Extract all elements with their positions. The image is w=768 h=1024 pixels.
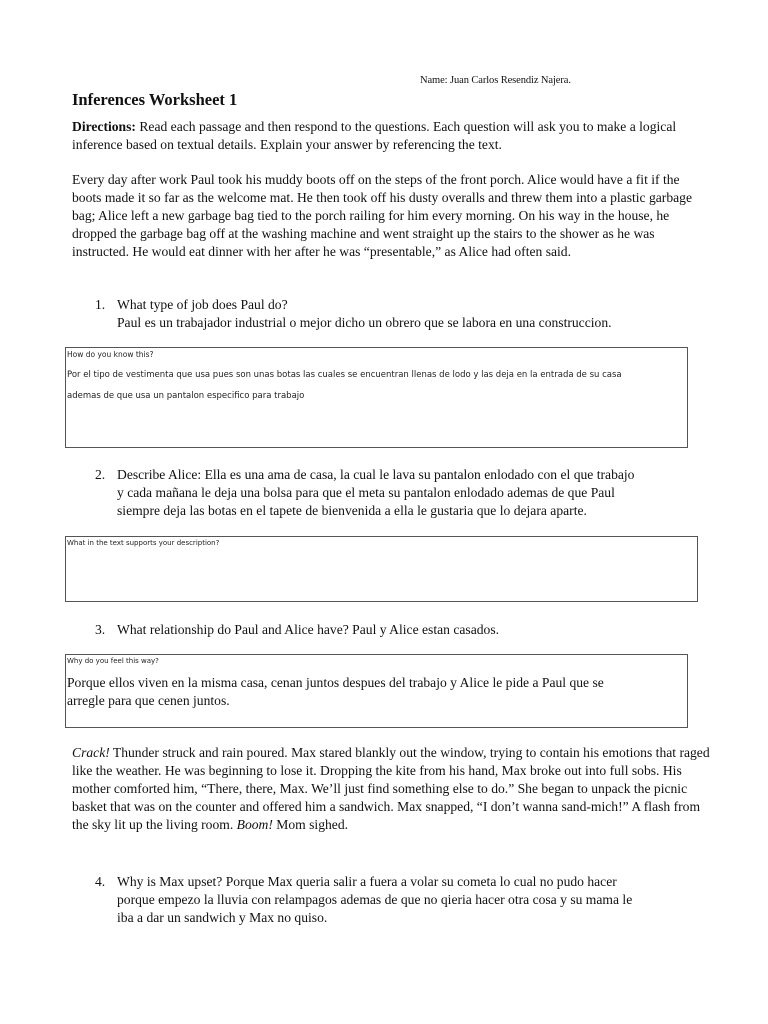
q3-answer-box[interactable] (65, 654, 688, 728)
worksheet-title: Inferences Worksheet 1 (72, 90, 238, 109)
q2-line-2: y cada mañana le deja una bolsa para que el meta su pantalon enlodado ademas de que Paul (117, 485, 615, 500)
student-name: Name: Juan Carlos Resendiz Najera. (420, 75, 571, 86)
q3-box-label: Why do you feel this way? (67, 657, 159, 665)
q3-box-line-2: arregle para que cenen juntos. (67, 693, 230, 708)
q3-box-line-1: Porque ellos viven en la misma casa, cenan juntos despues del trabajo y Alice le pide a Paul que se (67, 675, 604, 690)
q1-answer-box[interactable] (65, 347, 688, 448)
q2-line-3: siempre deja las botas en el tapete de bienvenida a ella le gustaria que lo dejara aparte. (117, 503, 587, 518)
passage-2 (72, 744, 712, 834)
passage-1: Every day after work Paul took his muddy boots off on the steps of the front porch. Alice would have a fit if the boots made it so far as the welcome mat. He then took off his dusty overalls and threw them into a plastic garbage bag; Alice left a new garbage bag tied to the porch railing for him every morning. On his way in the house, he dropped the garbage bag off at the washing machine and went straight up the stairs to the shower as he was instructed. He would eat dinner with her after he was “presentable,” as Alice had often said. (72, 172, 692, 259)
boom-word: Boom! (236, 817, 273, 832)
q1-box-label: How do you know this? (67, 350, 154, 359)
q1-question: What type of job does Paul do? (117, 297, 288, 312)
directions (72, 118, 712, 154)
q4-line-3: iba a dar un sandwich y Max no quiso. (117, 910, 328, 925)
q2-box-label: What in the text supports your description? (67, 539, 220, 547)
q3-question: What relationship do Paul and Alice have? Paul y Alice estan casados. (117, 622, 500, 637)
q1-box-line-1: Por el tipo de vestimenta que usa pues son unas botas las cuales se encuentran llenas de lodo y las deja en la entrada de su casa (67, 370, 622, 380)
q1-answer: Paul es un trabajador industrial o mejor dicho un obrero que se labora en una construccion. (117, 315, 612, 330)
q2-answer-box[interactable] (65, 536, 698, 602)
q3-number: 3. (95, 622, 106, 637)
crack-word: Crack! (72, 745, 110, 760)
q2-line-1: Describe Alice: Ella es una ama de casa, la cual le lava su pantalon enlodado con el que trabajo (117, 467, 635, 482)
q4-line-1: Why is Max upset? Porque Max queria salir a fuera a volar su cometa lo cual no pudo hacer (117, 874, 617, 889)
q4-number: 4. (95, 874, 106, 889)
q4-line-2: porque empezo la lluvia con relampagos ademas de que no qieria hacer otra cosa y su mama le (117, 892, 633, 907)
directions-label: Directions: (72, 119, 136, 134)
passage-2-end: Mom sighed. (272, 817, 349, 832)
directions-text: Read each passage and then respond to the questions. Each question will ask you to make a logical inference based on textual details. Explain your answer by referencing the text. (72, 119, 677, 152)
q1-number: 1. (95, 297, 106, 312)
q1-box-line-2: ademas de que usa un pantalon especifico para trabajo (67, 391, 305, 401)
passage-2-text: Thunder struck and rain poured. Max stared blankly out the window, trying to contain his emotions that raged like the weather. He was beginning to lose it. Dropping the kite from his hand, Max broke out into full sobs. His mother comforted him, “There, there, Max. We’ll just find something else to do.” She began to unpack the picnic basket that was on the counter and offered him a sandwich. Max snapped, “I don’t wanna sand-mich!” A flash from the sky lit up the living room. (72, 745, 710, 832)
q2-number: 2. (95, 467, 106, 482)
